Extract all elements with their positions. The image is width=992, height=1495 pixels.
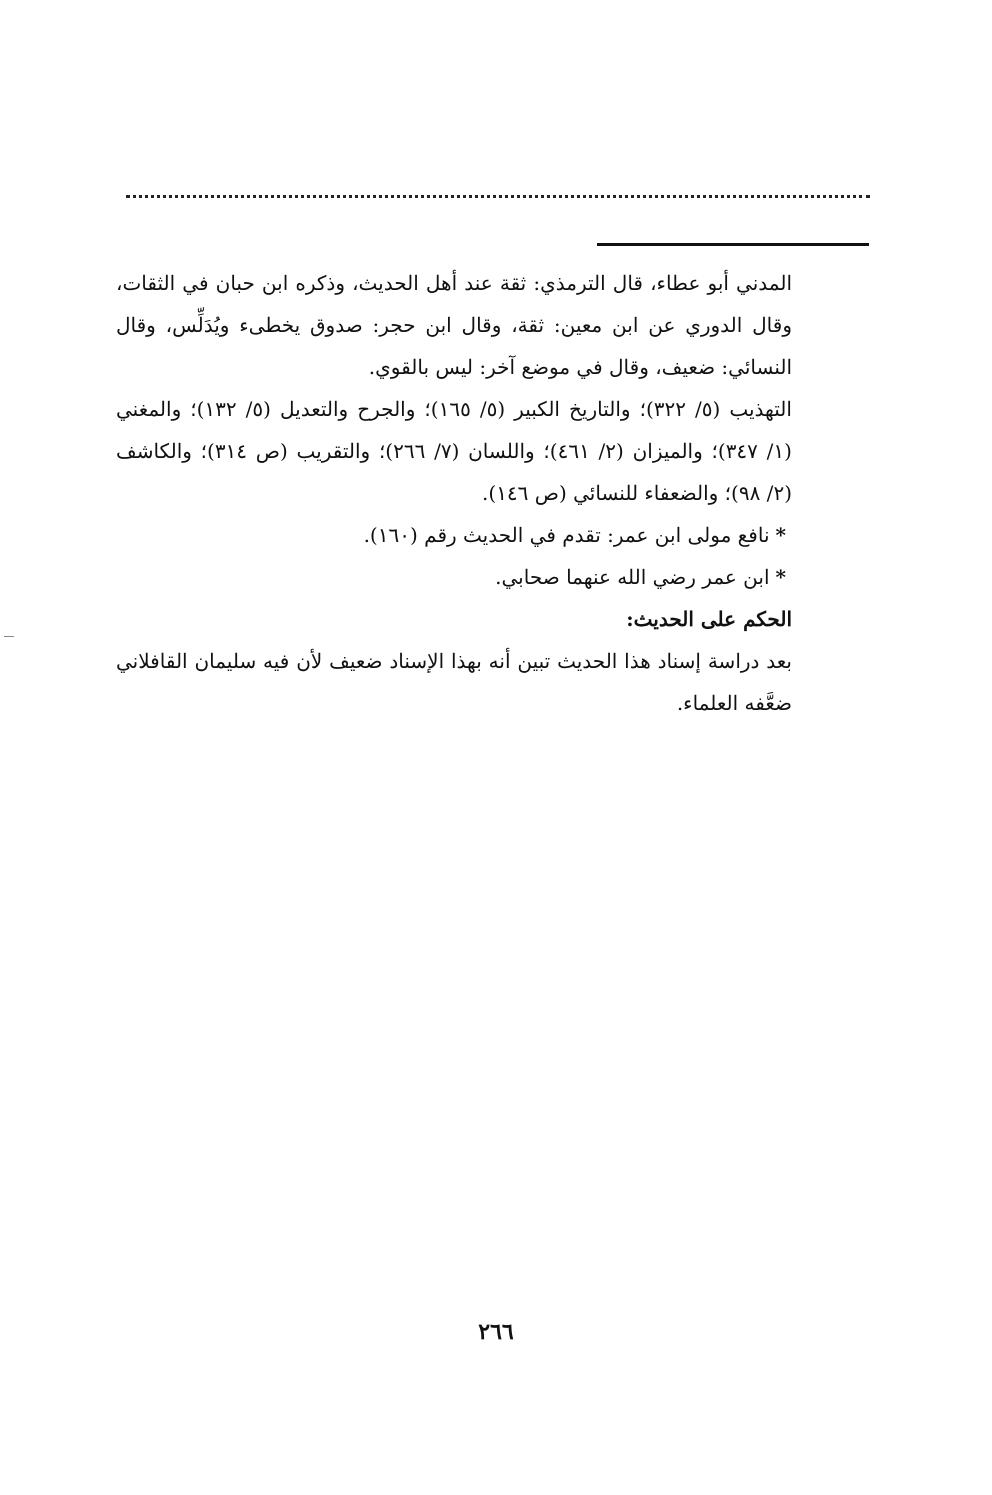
bullet-text: نافع مولى ابن عمر: تقدم في الحديث رقم (١٦٠). [363, 523, 770, 547]
asterisk-icon: * [775, 565, 786, 589]
section-heading: الحكم على الحديث: [626, 607, 792, 631]
dotted-separator [126, 195, 870, 198]
narrator-paragraph: المدني أبو عطاء، قال الترمذي: ثقة عند أهل الحديث، وذكره ابن حبان في الثقات، وقال الدوري عن ابن معين: ثقة، وقال ابن حجر: صدوق يخطىء ويُدَلِّس، وقال النسائي: ضعيف، وقال في موضع آخر: ليس بالقوي. [116, 271, 792, 379]
bullet-text: ابن عمر رضي الله عنهما صحابي. [495, 565, 770, 589]
conclusion-paragraph: بعد دراسة إسناد هذا الحديث تبين أنه بهذا الإسناد ضعيف لأن فيه سليمان القافلاني ضعَّفه العلماء. [116, 649, 792, 715]
bullet-item-1 [116, 514, 792, 556]
footnote-rule [597, 243, 869, 246]
references-paragraph: التهذيب (٥/ ٣٢٢)؛ والتاريخ الكبير (٥/ ١٦٥)؛ والجرح والتعديل (٥/ ١٣٢)؛ والمغني (١/ ٣٤٧)؛ والميزان (٢/ ٤٦١)؛ واللسان (٧/ ٢٦٦)؛ والتقريب (ص ٣١٤)؛ والكاشف (٢/ ٩٨)؛ والضعفاء للنسائي (ص ١٤٦). [116, 397, 792, 505]
asterisk-icon: * [775, 523, 786, 547]
page-body [116, 262, 792, 724]
margin-mark [4, 636, 14, 637]
page-number: ٢٦٦ [478, 1319, 514, 1345]
bullet-item-2 [116, 556, 792, 598]
